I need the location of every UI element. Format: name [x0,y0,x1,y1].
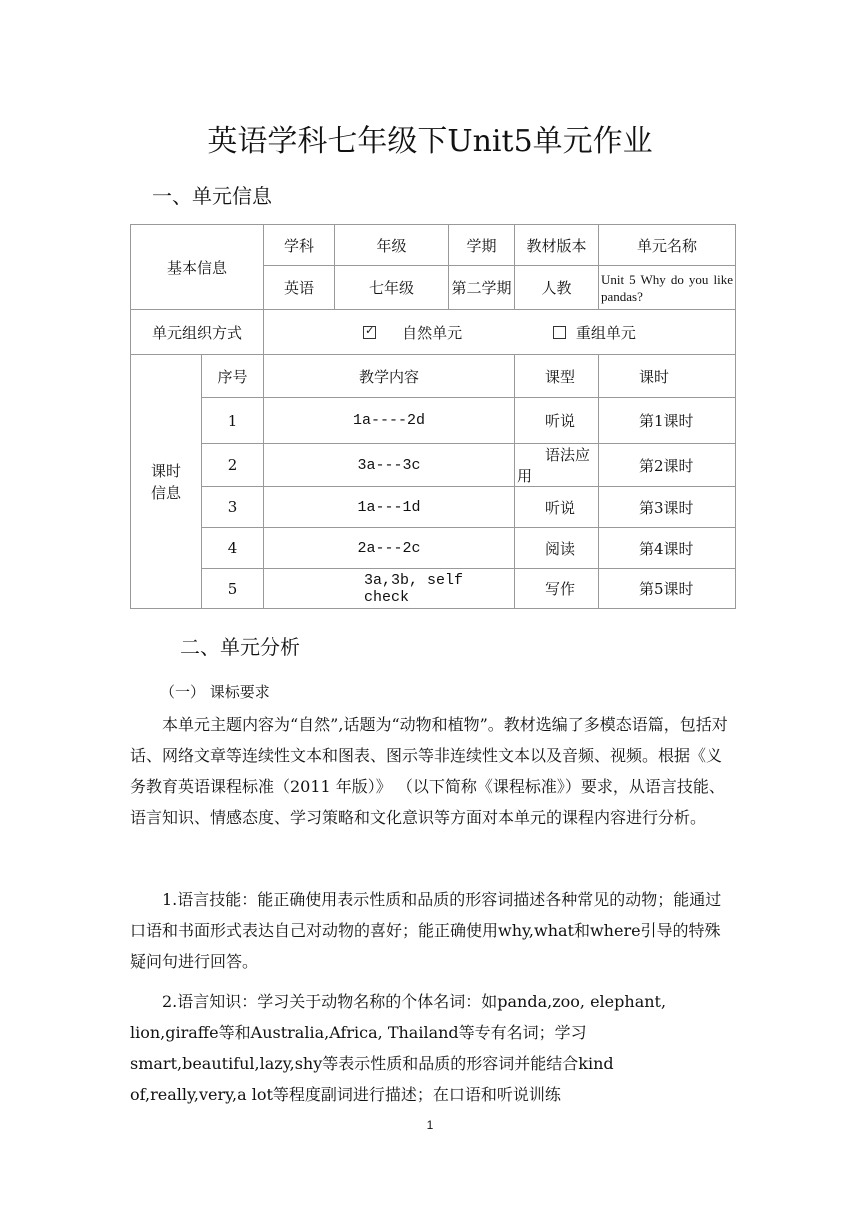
lesson-header-type [515,355,599,398]
basic-info-label: 基本信息 [131,225,264,310]
table-row [131,569,736,609]
lesson-info-label [131,355,202,609]
paragraph-intro: 本单元主题内容为“自然”,话题为“动物和植物”。教材选编了多模态语篇，包括对话、网络文章等连续性文本和图表、图示等非连续性文本以及音频、视频。根据《义务教育英语课程标准（2011 年版）》 （以下简称《课程标准》）要求，从语言技能、语言知识、情感态度、学习策略和文化意识等方面对本单元的课程内容进行分析。 [130,715,728,827]
lesson-header-period-text: 课时 [639,367,670,386]
org-options [264,310,736,355]
lesson-period-text: 第4课时 [639,539,694,558]
lesson-period [599,444,736,487]
header-semester: 学期 [449,225,515,266]
value-unit-name [599,266,736,310]
lesson-content: 2a---2c [264,528,515,569]
option-natural-unit[interactable] [363,324,467,342]
lesson-period [599,398,736,444]
lesson-period-text: 第3课时 [639,498,694,517]
table-row [131,444,736,487]
lesson-no: 4 [202,528,264,569]
header-grade: 年级 [335,225,449,266]
lesson-period [599,487,736,528]
table-row [131,398,736,444]
table-row [131,487,736,528]
option-regrouped-unit[interactable] [553,324,636,342]
section-heading-unit-analysis: 二、单元分析 [180,635,300,659]
lesson-header-content: 教学内容 [264,355,515,398]
lesson-info-label-text: 课时信息 [150,461,181,502]
value-grade: 七年级 [335,266,449,310]
value-subject: 英语 [264,266,335,310]
header-subject: 学科 [264,225,335,266]
lesson-no: 2 [202,444,264,487]
org-label: 单元组织方式 [131,310,264,355]
lesson-type [515,487,599,528]
lesson-period-text: 第2课时 [639,456,694,475]
value-semester: 第二学期 [449,266,515,310]
lesson-no: 5 [202,569,264,609]
lesson-type [515,569,599,609]
lesson-header-no: 序号 [202,355,264,398]
checkbox-icon[interactable] [553,326,566,339]
page-number: 1 [426,1118,434,1132]
unit-name-text: Unit 5 Why do you like pandas? [601,271,733,304]
lesson-period [599,528,736,569]
lesson-content: 1a---1d [264,487,515,528]
option-regrouped-unit-label: 重组单元 [575,323,636,342]
lesson-period [599,569,736,609]
option-natural-unit-label: 自然单元 [402,323,463,342]
lesson-header-type-text: 课型 [545,367,576,386]
lesson-period-text: 第1课时 [639,412,694,430]
section-heading-unit-info: 一、单元信息 [152,184,272,208]
lesson-period-text: 第5课时 [639,580,694,598]
lesson-type-text: 听说 [545,498,576,517]
lesson-type [515,528,599,569]
lesson-type-text: 写作 [545,580,576,598]
lesson-type-text: 听说 [545,412,576,430]
lesson-content: 3a,3b, self check [264,569,515,609]
lesson-header-period [599,355,736,398]
value-textbook: 人教 [515,266,599,310]
lesson-type-text: 阅读 [545,539,576,558]
lesson-type [515,444,599,487]
lesson-content: 1a----2d [264,398,515,444]
checked-checkbox-icon[interactable] [363,326,376,339]
document-title: 英语学科七年级下Unit5单元作业 [207,124,653,159]
paragraph-language-skills: 1.语言技能：能正确使用表示性质和品质的形容词描述各种常见的动物；能通过口语和书面形式表达自己对动物的喜好；能正确使用why,what和where引导的特殊疑问句进行回答。 [130,890,722,971]
table-row [131,528,736,569]
unit-info-table [130,224,736,609]
lesson-type-text: 语法应用 [517,446,591,485]
header-textbook: 教材版本 [515,225,599,266]
lesson-no: 1 [202,398,264,444]
header-unit-name: 单元名称 [599,225,736,266]
subsection-heading-curriculum: （一） 课标要求 [160,683,270,701]
lesson-no: 3 [202,487,264,528]
paragraph-language-knowledge: 2.语言知识：学习关于动物名称的个体名词：如panda,zoo, elephant, lion,giraffe等和Australia,Africa, Thailand等专有名词；学习smart,beautiful,lazy,shy等表示性质和品质的形容词并能结合kind of,really,very,a lot等程度副词进行描述；在口语和听说训练 [130,992,667,1104]
lesson-content: 3a---3c [264,444,515,487]
lesson-type [515,398,599,444]
